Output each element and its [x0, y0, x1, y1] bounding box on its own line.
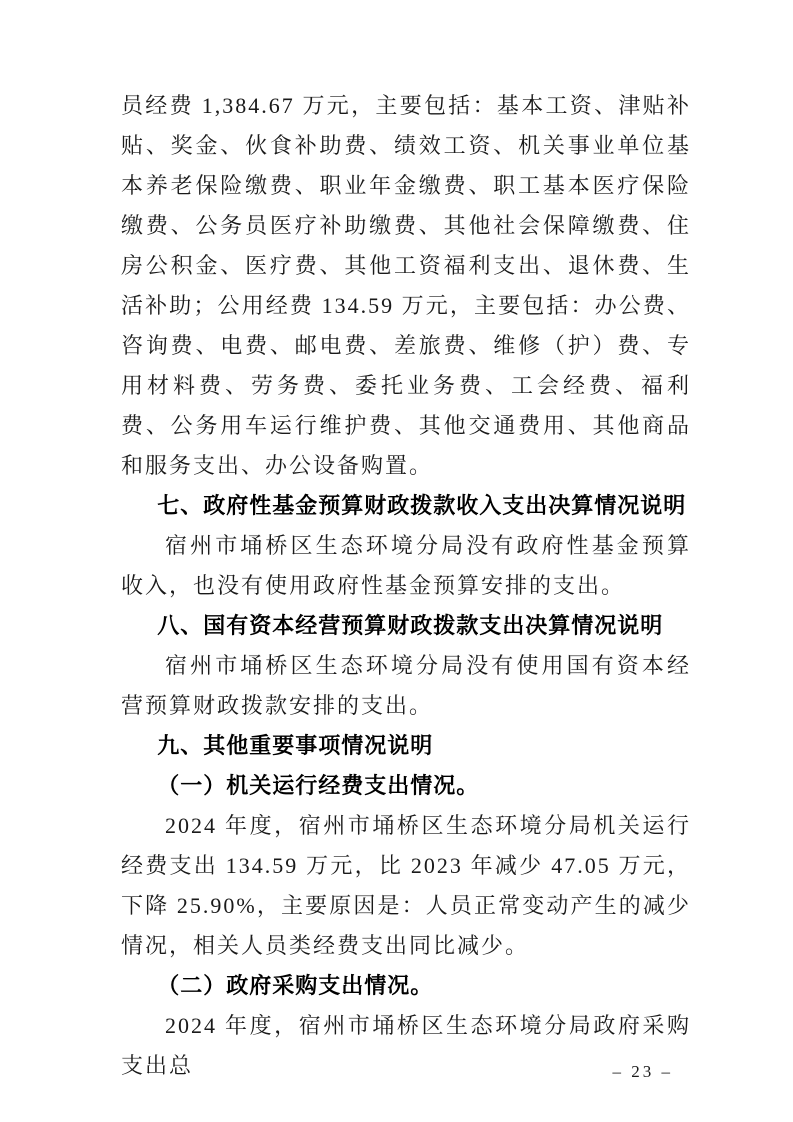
paragraph-government-procurement: 2024 年度，宿州市埇桥区生态环境分局政府采购支出总: [121, 1013, 691, 1078]
paragraph-agency-operating-expenses: 2024 年度，宿州市埇桥区生态环境分局机关运行经费支出 134.59 万元，比 2023 年减少 47.05 万元，下降 25.90%，主要原因是：人员正常变动产生的减少情况，相关人员类经费支出同比减少。: [121, 813, 691, 958]
heading-section-8-state-capital-budget: 八、国有资本经营预算财政拨款支出决算情况说明: [157, 613, 664, 638]
page-number: – 23 –: [612, 1062, 673, 1081]
heading-section-9-other-important-matters: 九、其他重要事项情况说明: [157, 733, 434, 758]
document-body: [121, 86, 691, 1086]
paragraph-government-fund-budget: 宿州市埇桥区生态环境分局没有政府性基金预算收入，也没有使用政府性基金预算安排的支出。: [121, 533, 691, 598]
subheading-2-government-procurement: （二）政府采购支出情况。: [157, 973, 434, 998]
paragraph-basic-expenses-breakdown: 员经费 1,384.67 万元，主要包括：基本工资、津贴补贴、奖金、伙食补助费、绩效工资、机关事业单位基本养老保险缴费、职业年金缴费、职工基本医疗保险缴费、公务员医疗补助缴费、其他社会保障缴费、住房公积金、医疗费、其他工资福利支出、退休费、生活补助；公用经费 134.59 万元，主要包括：办公费、咨询费、电费、邮电费、差旅费、维修（护）费、专用材料费、劳务费、委托业务费、工会经费、福利费、公务用车运行维护费、其他交通费用、其他商品和服务支出、办公设备购置。: [121, 93, 691, 478]
subheading-1-agency-operating-expenses: （一）机关运行经费支出情况。: [157, 773, 480, 798]
heading-section-7-government-fund-budget: 七、政府性基金预算财政拨款收入支出决算情况说明: [157, 493, 687, 518]
paragraph-state-capital-budget: 宿州市埇桥区生态环境分局没有使用国有资本经营预算财政拨款安排的支出。: [121, 653, 691, 718]
